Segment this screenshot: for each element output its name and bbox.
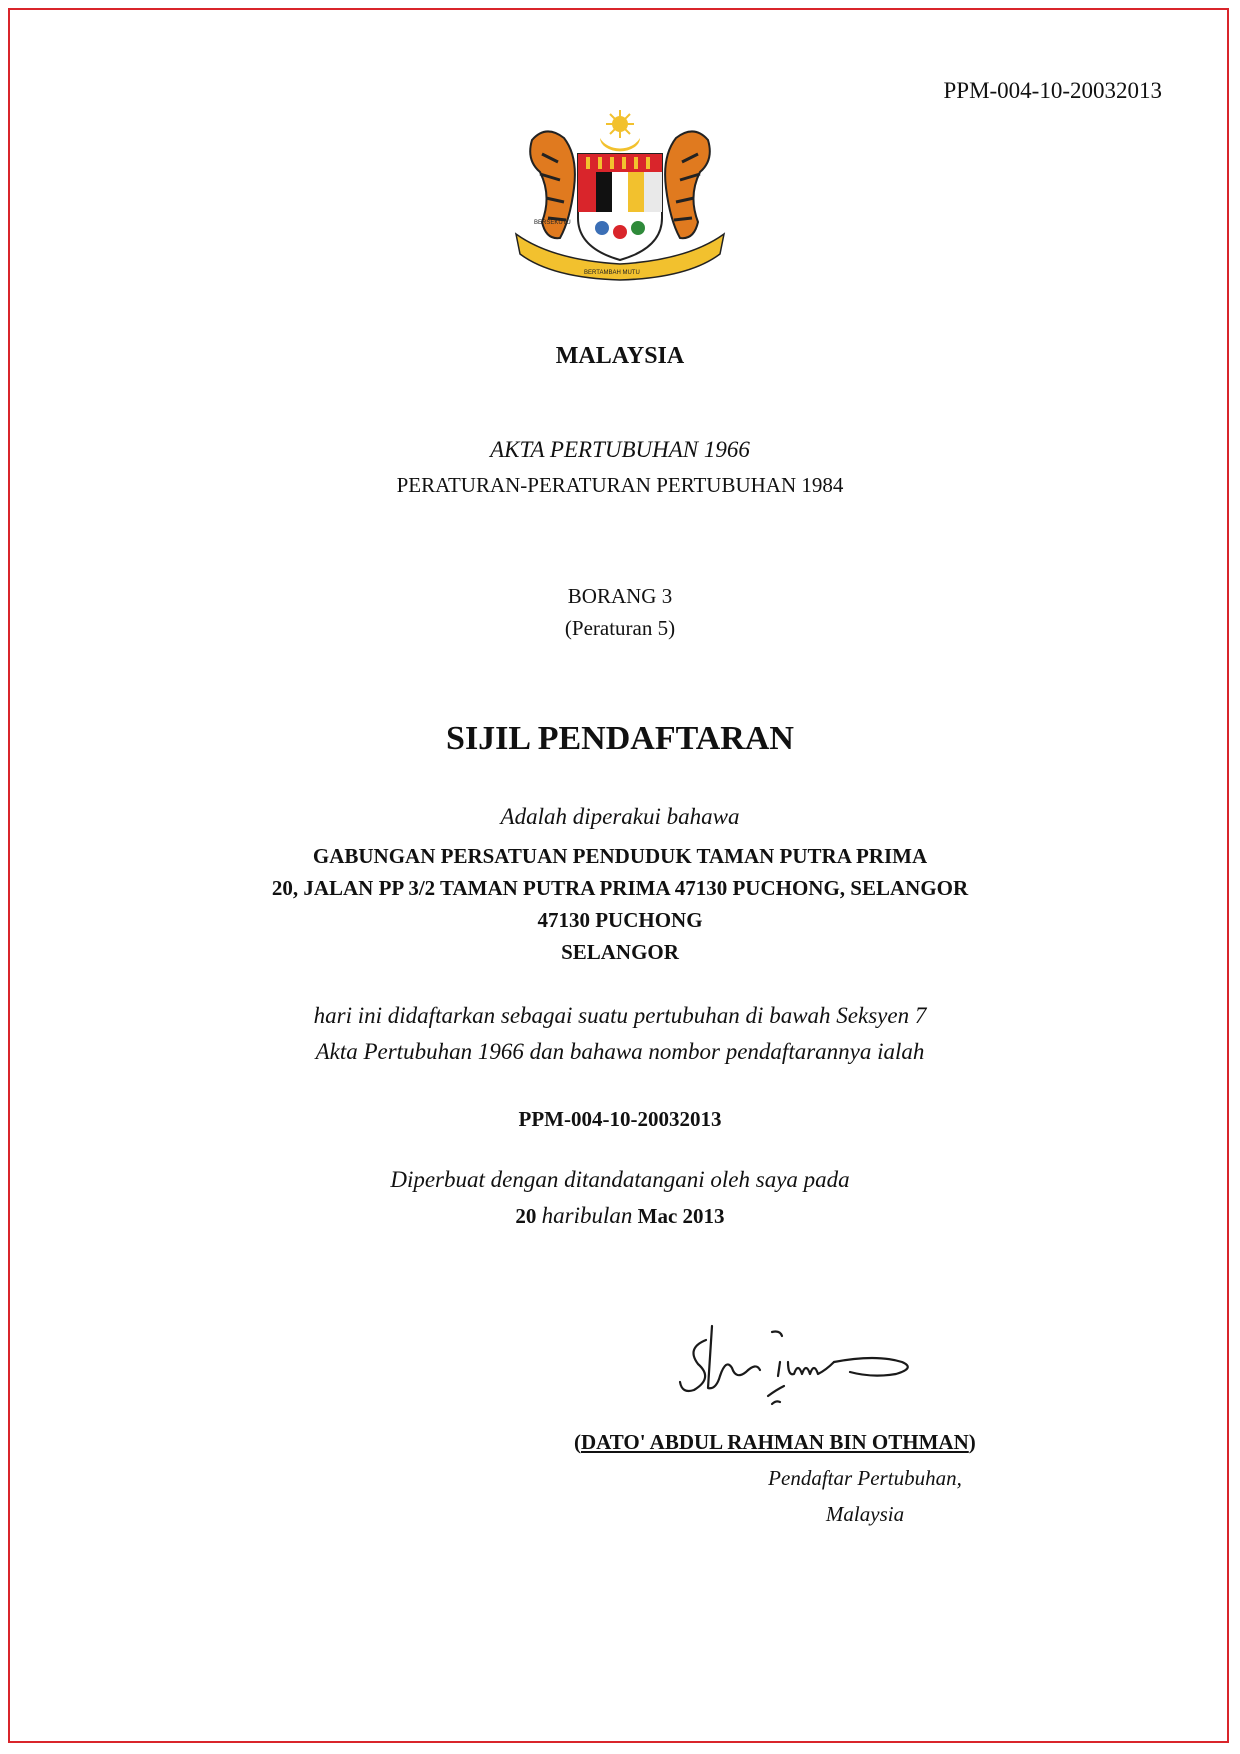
crescent-icon — [600, 138, 640, 151]
signatory-name-text: DATO' ABDUL RAHMAN BIN OTHMAN — [581, 1430, 969, 1454]
name-close-paren: ) — [968, 1430, 976, 1454]
handwritten-signature — [676, 1318, 946, 1418]
right-tiger-icon — [665, 131, 710, 238]
signatory-title-line-2: Malaysia — [825, 1502, 905, 1526]
certification-intro: Adalah diperakui bahawa — [500, 804, 740, 829]
reference-number-top: PPM-004-10-20032013 — [943, 78, 1162, 103]
address-line-3: SELANGOR — [561, 940, 679, 964]
regulations-title: PERATURAN-PERATURAN PERTUBUHAN 1984 — [396, 473, 844, 497]
address-line-1: 20, JALAN PP 3/2 TAMAN PUTRA PRIMA 47130 PUCHONG, SELANGOR — [271, 876, 969, 900]
star-icon — [606, 110, 634, 138]
statement-line-1: hari ini didaftarkan sebagai suatu pertubuhan di bawah Seksyen 7 — [313, 1003, 927, 1028]
coat-of-arms-logo — [512, 110, 728, 286]
organisation-name: GABUNGAN PERSATUAN PENDUDUK TAMAN PUTRA PRIMA — [312, 844, 928, 868]
crest-motto-left: BERSEKUTU — [534, 220, 571, 226]
signatory-name — [574, 1430, 976, 1455]
statement-line-2: Akta Pertubuhan 1966 dan bahawa nombor pendaftarannya ialah — [315, 1039, 925, 1064]
crest-motto-bottom: BERTAMBAH MUTU — [584, 270, 640, 276]
date-month-year: Mac 2013 — [637, 1204, 725, 1228]
country-heading: MALAYSIA — [555, 343, 685, 369]
certificate-title: SIJIL PENDAFTARAN — [446, 720, 794, 757]
act-title: AKTA PERTUBUHAN 1966 — [490, 437, 750, 462]
shield-icon — [578, 154, 662, 260]
date-word: haribulan — [541, 1203, 633, 1228]
date-day: 20 — [515, 1204, 537, 1228]
form-number: BORANG 3 — [567, 584, 673, 608]
registration-number: PPM-004-10-20032013 — [518, 1107, 722, 1131]
signatory-title-line-1: Pendaftar Pertubuhan, — [768, 1466, 962, 1490]
rule-reference: (Peraturan 5) — [564, 616, 676, 640]
name-open-paren: ( — [574, 1430, 581, 1454]
address-line-2: 47130 PUCHONG — [537, 908, 703, 932]
signing-date — [0, 1203, 1240, 1229]
made-statement: Diperbuat dengan ditandatangani oleh saya pada — [390, 1167, 850, 1192]
